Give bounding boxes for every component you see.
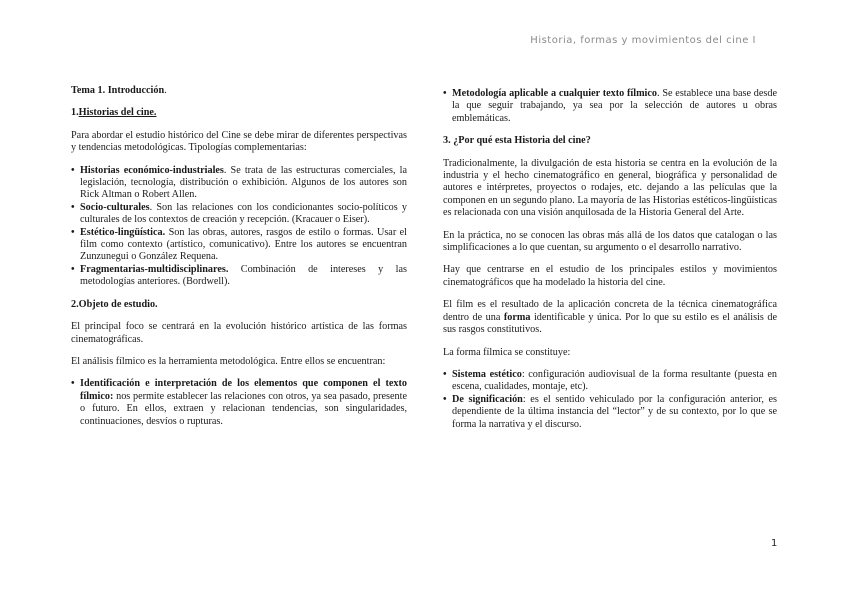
list-item-text: Combinación de intereses y las metodologías anteriores. (Bordwell). [80, 263, 407, 288]
topic-title [71, 85, 407, 97]
section-1-heading [71, 107, 407, 119]
section-3-paragraph-1: Tradicionalmente, la divulgación de esta historia se centra en la evolución de la industria y el hecho cinematográfico en general, biográfica y personalidad de autores e intérpretes, proyectos o rodajes, etc. dejando a las películas que la componen en un segundo plano. La mayoría de las Historias estéticos-lingüísticas es relacionada con una visión anquilosada de la Historia General del Arte. [443, 157, 777, 219]
list-item-text: nos permite establecer las relaciones con otros, ya sea pasado, presente o futuro. En ellos, extraen y relacionan tendencias, son singularidades, continuaciones, desvíos o rupturas. [80, 390, 407, 427]
running-header: Historia, formas y movimientos del cine I [530, 35, 756, 46]
list-item-term: Historias económico-industriales [80, 164, 224, 176]
list-item-text: Son las obras, autores, rasgos de estilo o formas. Usar el film como contexto (artístico, comunicativo). Entre los autores se encuentran Zunzunegui o González Requena. [80, 226, 407, 263]
list-item-text: . Se establece una base desde la que seguir trabajando, ya sea por la selección de autores u obras emblemáticas. [452, 88, 777, 124]
list-item-text: . Se trata de las estructuras comerciales, la legislación, tecnología, distribución o exhibición. Algunos de los autores son Rick Altman o Robert Allen. [80, 164, 407, 201]
list-item [443, 394, 777, 431]
list-item [71, 202, 407, 227]
section-2-list [71, 378, 407, 428]
list-item [71, 165, 407, 202]
paragraph-text: El film es el resultado de la aplicación concreta de la técnica cinematográfica dentro de una [443, 299, 777, 323]
list-item-term: De significación [452, 393, 523, 405]
list-item-text: : configuración audiovisual de la forma resultante (puesta en escena, cualidades, montaje, etc). [452, 368, 777, 393]
list-item-term: Estético-lingüística. [80, 226, 166, 238]
section-1-title: Historias del cine. [78, 107, 157, 119]
section-3-paragraph-3: Hay que centrarse en el estudio de los principales estilos y movimientos cinematográficos que ha modelado la historia del cine. [443, 264, 777, 288]
list-item [71, 264, 407, 289]
topic-title-text: Tema 1. Introducción [71, 85, 165, 96]
section-3-paragraph-5: La forma fílmica se constituye: [443, 346, 571, 358]
list-item [443, 369, 777, 394]
section-1-number: 1. [71, 107, 79, 119]
section-3-heading: 3. ¿Por qué esta Historia del cine? [443, 135, 591, 147]
list-item [443, 88, 777, 125]
page-number: 1 [771, 538, 778, 549]
continued-list [443, 88, 777, 125]
list-item-text: : es el sentido vehiculado por la configuración anterior, es dependiente de la última instancia del “lector” y de su contexto, por lo que se forma la narrativa y el discurso. [452, 393, 777, 430]
section-3-paragraph-4 [443, 299, 777, 336]
list-item-text: . Son las relaciones con los condicionantes socio-políticos y culturales de los contextos de creación y recepción. (Kracauer o Eiser). [80, 201, 407, 226]
list-item-term: Socio-culturales [80, 201, 150, 213]
emphasis-forma: forma [503, 311, 531, 323]
section-2-paragraph-2: El análisis fílmico es la herramienta metodológica. Entre ellos se encuentran: [71, 355, 386, 367]
topic-title-dot: . [164, 85, 167, 96]
left-column [71, 85, 407, 438]
section-3-list [443, 369, 777, 431]
list-item-term: Identificación e interpretación de los elementos que componen el texto fílmico: [80, 378, 407, 402]
section-1-list [71, 165, 407, 289]
list-item-term: Fragmentarias-multidisciplinares. [80, 263, 229, 275]
list-item [71, 227, 407, 264]
section-3-paragraph-2: En la práctica, no se conocen las obras más allá de los datos que catalogan o las simplificaciones a lo que cuentan, su argumento o el desarrollo narrativo. [443, 229, 777, 254]
list-item-term: Metodología aplicable a cualquier texto fílmico [452, 88, 657, 99]
right-column [443, 88, 777, 441]
section-1-intro: Para abordar el estudio histórico del Cine se debe mirar de diferentes perspectivas y tendencias metodológicas. Tipologías complementarias: [71, 129, 407, 154]
section-2-heading: 2.Objeto de estudio. [71, 298, 158, 310]
paragraph-text: identificable y única. Por lo que su estilo es el análisis de sus rasgos constitutivos. [443, 311, 777, 336]
list-item-term: Sistema estético [452, 368, 522, 380]
list-item [71, 378, 407, 428]
section-2-paragraph-1: El principal foco se centrará en la evolución histórico artística de las formas cinematográficas. [71, 321, 407, 345]
